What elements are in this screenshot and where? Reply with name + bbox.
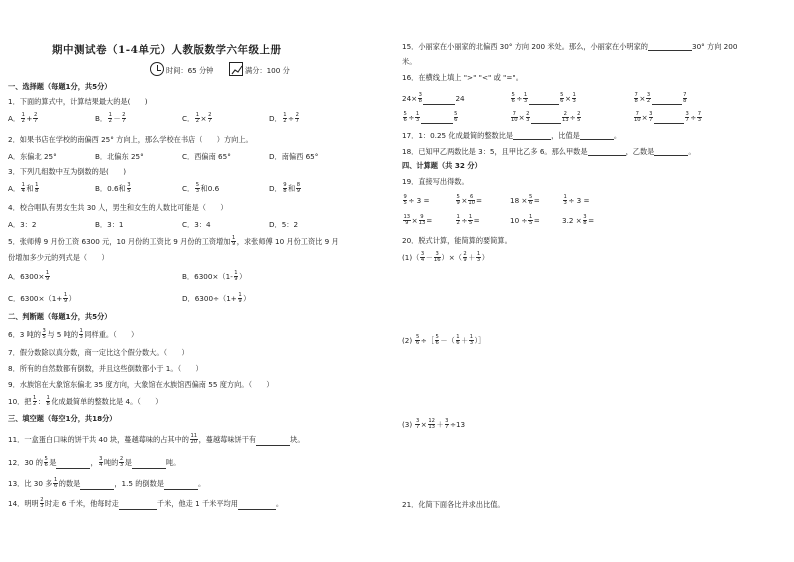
q2-option-c: C．西偏南 65° [182,152,231,161]
q3-option-c: C． $\frac{5}{3}$ 和0.6 [182,182,220,195]
section-choice-title: 一、选择题（每题1分，共5分） [8,82,112,91]
question-21: 21．化简下面各比并求出比值。 [402,500,505,509]
q4-option-b: B．3：1 [95,220,124,229]
q17-answer-blank-2[interactable] [580,131,614,140]
q16-blank-5[interactable] [531,115,561,124]
question-15-line2: 米。 [402,57,417,66]
q16-blank-6[interactable] [654,115,684,124]
question-4: 4．校合唱队有男女生共 30 人，男生和女生的人数比可能是（ ） [8,203,228,212]
section-calc-title: 四、计算题（共 32 分） [402,161,482,170]
clock-icon [150,62,164,76]
q16-item-2: $\frac{5}{6}$ ÷ $\frac{1}{3}$ $\frac{5}{6}$ × $\frac{1}{3}$ [511,92,576,105]
question-16: 16．在横线上填上 ">" "<" 或 "="。 [402,73,523,82]
q19-item-5: $\frac{13}{9}$ × $\frac{9}{13}$ = [403,214,433,227]
q2-option-a: A．东偏北 25° [8,152,57,161]
q11-answer-blank[interactable] [256,437,290,446]
q16-item-1: 24× $\frac{3}{8}$ 24 [402,92,465,105]
question-17: 17．1：0.25 化成最简的整数比是 ，比值是 。 [402,131,622,140]
q14-answer-blank-1[interactable] [119,501,157,510]
question-6: 6．3 吨的 $\frac{3}{5}$ 与 5 吨的 $\frac{1}{3}$ 同样重。（ ） [8,328,139,341]
q5-option-c: C．6300×（1+ $\frac{1}{9}$ ） [8,292,76,305]
question-14: 14．明明 $\frac{2}{3}$ 时走 6 千米，他每时走 千米，他走 1 千米平均用 。 [8,497,284,510]
question-13: 13．比 30 多 $\frac{1}{6}$ 的数是 ，1.5 的倒数是 。 [8,477,206,490]
q13-answer-blank-1[interactable] [80,481,114,490]
q16-item-6: $\frac{7}{10}$ × $\frac{3}{7}$ $\frac{3}{7}$ ÷ $\frac{7}{3}$ [634,111,702,124]
question-11: 11．一盒蛋白口味的饼干共 40 块，蔓越莓味的占其中的 $\frac{11}{20}$ ，蔓越莓味饼干有 块。 [8,433,305,446]
q3-option-b: B．0.6和 $\frac{3}{5}$ [95,182,131,195]
q16-blank-1[interactable] [423,96,455,105]
q20-part-1: (1)（ $\frac{3}{4}$ － $\frac{3}{16}$ ）×（ $\frac{2}{9}$ ＋ $\frac{1}{3}$ ） [402,251,489,264]
q1-option-a: A． $\frac{1}{2}$ + $\frac{2}{7}$ [8,112,38,125]
question-10: 10．把 $\frac{1}{2}$ ： $\frac{1}{8}$ 化成最简单的整数比是 4。（ ） [8,395,163,408]
q12-answer-blank-1[interactable] [56,460,90,469]
q5-option-b: B．6300×（1- $\frac{1}{9}$ ） [182,270,247,283]
question-5-line2: 份增加多少元的列式是（ ） [8,253,109,262]
q5-option-d: D．6300÷（1+ $\frac{1}{9}$ ） [182,292,251,305]
question-5-line1: 5．张师傅 9 月份工资 6300 元，10 月份的工资比 9 月份的工资增加 $\frac{1}{9}$ ，求张师傅 10 月份工资比 9 月 [8,235,339,248]
q20-part-3: (3) $\frac{3}{7}$ × $\frac{12}{13}$ ＋ $\frac{3}{7}$ ÷13 [402,418,466,431]
q16-item-5: $\frac{7}{10}$ × $\frac{2}{3}$ $\frac{2}{13}$ ÷ $\frac{2}{5}$ [511,111,581,124]
page-title: 期中测试卷（1-4单元）人教版数学六年级上册 [52,44,282,56]
q4-option-a: A．3：2 [8,220,37,229]
q19-item-1: $\frac{9}{5}$ ÷ 3 = [403,194,430,207]
q19-item-7: 10 ÷ $\frac{1}{5}$ = [510,214,540,227]
q20-part-2: (2) $\frac{5}{6}$ ÷［ $\frac{5}{6}$ －（ $\frac{1}{6}$ ＋ $\frac{1}{3}$ ）］ [402,334,486,347]
q1-option-d: D． $\frac{1}{2}$ ÷ $\frac{2}{7}$ [269,112,299,125]
q13-answer-blank-2[interactable] [164,481,198,490]
question-9: 9．水族馆在大象馆东偏北 35 度方向，大象馆在水族馆西偏南 55 度方向。（ ） [8,380,274,389]
q16-blank-4[interactable] [421,115,453,124]
time-label: 时间：65 分钟 [166,66,214,75]
q15-answer-blank[interactable] [648,42,692,51]
q1-option-c: C． $\frac{1}{2}$ × $\frac{2}{7}$ [182,112,212,125]
question-2: 2．如果书店在学校的南偏西 25° 方向上，那么学校在书店（ ）方向上。 [8,135,253,144]
q16-blank-3[interactable] [652,96,682,105]
question-8: 8．所有的自然数都有倒数，并且这些倒数都小于 1。（ ） [8,364,203,373]
q2-option-d: D．南偏西 65° [269,152,319,161]
q4-option-d: D．5：2 [269,220,299,229]
q17-answer-blank-1[interactable] [513,131,551,140]
score-label: 满分：100 分 [245,66,290,75]
question-15-line1: 15．小丽家在小丽家的北偏西 30° 方向 200 米处。那么，小丽家在小明家的 30° 方向 200 [402,42,738,51]
q19-item-4: $\frac{1}{3}$ ÷ 3 = [563,194,590,207]
question-20: 20．脱式计算，能简算的要简算。 [402,236,512,245]
q16-item-4: $\frac{5}{6}$ ÷ $\frac{1}{3}$ $\frac{5}{6}$ [403,111,458,124]
q16-blank-2[interactable] [529,96,559,105]
q19-item-2: $\frac{5}{9}$ × $\frac{6}{10}$ = [456,194,482,207]
q16-item-3: $\frac{7}{8}$ × $\frac{3}{2}$ $\frac{7}{8}$ [634,92,687,105]
q3-option-a: A． $\frac{1}{4}$ 和 $\frac{1}{8}$ [8,182,39,195]
q19-item-3: 18 × $\frac{5}{6}$ = [510,194,540,207]
q14-answer-blank-2[interactable] [238,501,276,510]
question-12: 12．30 的 $\frac{5}{6}$ 是 ， $\frac{3}{4}$ 吨的 $\frac{2}{3}$ 是 吨。 [8,456,181,469]
q3-option-d: D． $\frac{9}{8}$ 和 $\frac{8}{9}$ [269,182,301,195]
question-7: 7．假分数除以真分数，商一定比这个假分数大。（ ） [8,348,189,357]
question-18: 18．已知甲乙两数比是 3：5，且甲比乙多 6。那么甲数是 ，乙数是 。 [402,147,696,156]
question-1: 1．下面的算式中，计算结果最大的是( ) [8,97,148,106]
question-19: 19．直接写出得数。 [402,177,469,186]
q4-option-c: C．3：4 [182,220,211,229]
question-3: 3．下列几组数中互为倒数的是( ) [8,167,126,176]
chart-icon [229,62,243,76]
q19-item-6: $\frac{1}{2}$ ÷ $\frac{1}{5}$ = [456,214,480,227]
section-judge-title: 二、判断题（每题1分，共5分） [8,312,112,321]
q18-answer-blank-1[interactable] [588,147,626,156]
section-fill-title: 三、填空题（每空1分，共18分） [8,414,117,423]
q1-option-b: B． $\frac{1}{2}$ － $\frac{2}{7}$ [95,112,126,125]
q18-answer-blank-2[interactable] [654,147,688,156]
q12-answer-blank-2[interactable] [132,460,166,469]
q2-option-b: B．北偏东 25° [95,152,144,161]
q5-option-a: A．6300× $\frac{1}{9}$ [8,270,50,283]
q19-item-8: 3.2 × $\frac{3}{8}$ = [562,214,595,227]
